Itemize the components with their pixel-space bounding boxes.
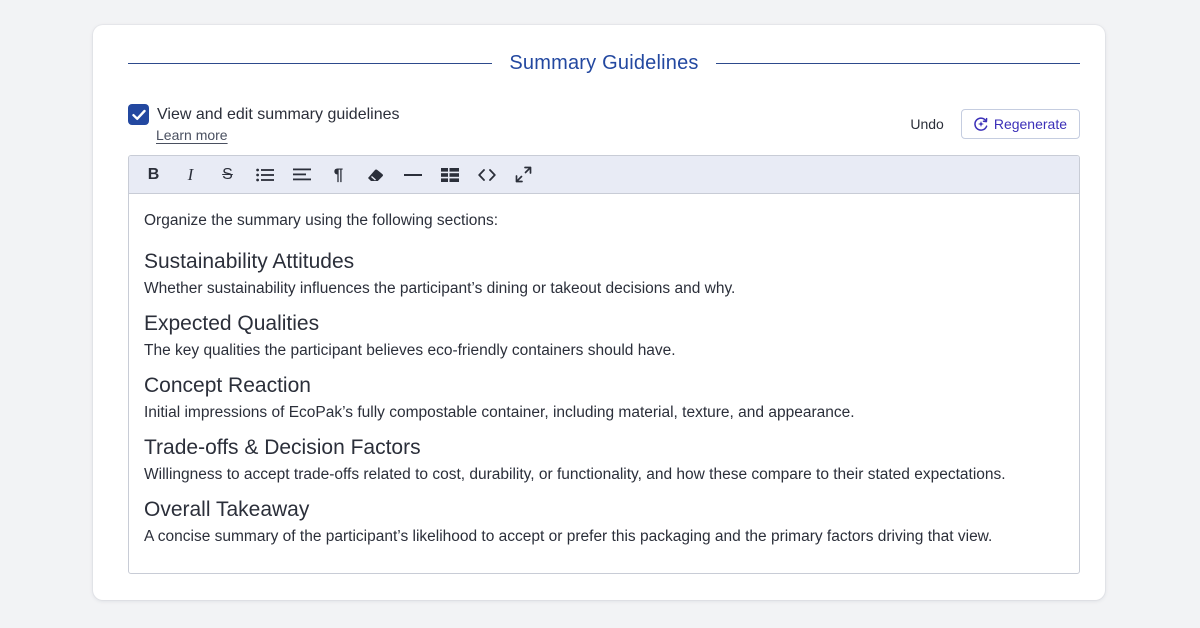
regenerate-sparkle-icon	[973, 116, 989, 132]
fullscreen-button[interactable]	[505, 160, 542, 190]
code-button[interactable]	[468, 160, 505, 190]
learn-more-link[interactable]: Learn more	[156, 127, 228, 143]
align-button[interactable]	[283, 160, 320, 190]
align-left-icon	[293, 168, 311, 181]
guidelines-editor[interactable]	[128, 155, 1080, 574]
undo-button[interactable]: Undo	[910, 116, 944, 132]
section-description: The key qualities the participant believes eco-friendly containers should have.	[144, 342, 676, 359]
editor-content[interactable]	[129, 194, 1079, 547]
section-heading: Overall Takeaway	[144, 498, 310, 521]
paragraph-icon: ¶	[333, 164, 344, 184]
bold-button[interactable]	[135, 160, 172, 190]
section-trade-offs	[144, 435, 1064, 485]
section-expected-qualities	[144, 311, 1064, 361]
section-heading: Concept Reaction	[144, 374, 311, 397]
code-icon	[478, 169, 496, 181]
section-sustainability-attitudes	[144, 249, 1064, 299]
eraser-icon	[367, 168, 385, 182]
horizontal-rule-button[interactable]	[394, 160, 431, 190]
editor-toolbar	[129, 156, 1079, 194]
section-description: Initial impressions of EcoPak’s fully compostable container, including material, texture, and appearance.	[144, 404, 855, 421]
table-button[interactable]	[431, 160, 468, 190]
section-concept-reaction	[144, 373, 1064, 423]
section-heading: Expected Qualities	[144, 312, 320, 335]
regenerate-label: Regenerate	[993, 116, 1067, 132]
guidelines-checkbox[interactable]	[128, 104, 149, 125]
summary-guidelines-card	[93, 25, 1105, 600]
clear-format-button[interactable]	[357, 160, 394, 190]
section-title: Summary Guidelines	[509, 51, 699, 74]
section-heading: Trade-offs & Decision Factors	[144, 436, 421, 459]
horizontal-rule-icon	[404, 173, 422, 177]
editor-intro: Organize the summary using the following sections:	[144, 212, 499, 229]
paragraph-button[interactable]	[320, 160, 357, 190]
italic-button[interactable]	[172, 160, 209, 190]
section-description: A concise summary of the participant’s likelihood to accept or prefer this packaging and the primary factors driving that view.	[144, 528, 993, 545]
editor-actions	[910, 109, 1080, 139]
expand-icon	[515, 166, 532, 183]
section-header	[128, 51, 1080, 75]
section-heading: Sustainability Attitudes	[144, 250, 355, 273]
header-rule-left	[128, 63, 492, 64]
header-rule-right	[716, 63, 1080, 64]
section-description: Whether sustainability influences the participant’s dining or takeout decisions and why.	[144, 280, 736, 297]
strikethrough-icon: S	[222, 165, 233, 183]
strikethrough-button[interactable]	[209, 160, 246, 190]
section-overall-takeaway	[144, 497, 1064, 547]
checkmark-icon	[132, 109, 146, 121]
table-icon	[441, 168, 459, 182]
bold-icon: B	[147, 165, 160, 183]
guidelines-toggle-row	[128, 104, 400, 125]
guidelines-checkbox-label[interactable]: View and edit summary guidelines	[157, 105, 400, 123]
bullet-list-icon	[256, 168, 274, 182]
bullet-list-button[interactable]	[246, 160, 283, 190]
regenerate-button[interactable]	[961, 109, 1080, 139]
italic-icon: I	[187, 164, 194, 184]
section-description: Willingness to accept trade-offs related to cost, durability, or functionality, and how these compare to their stated expectations.	[144, 466, 1006, 483]
